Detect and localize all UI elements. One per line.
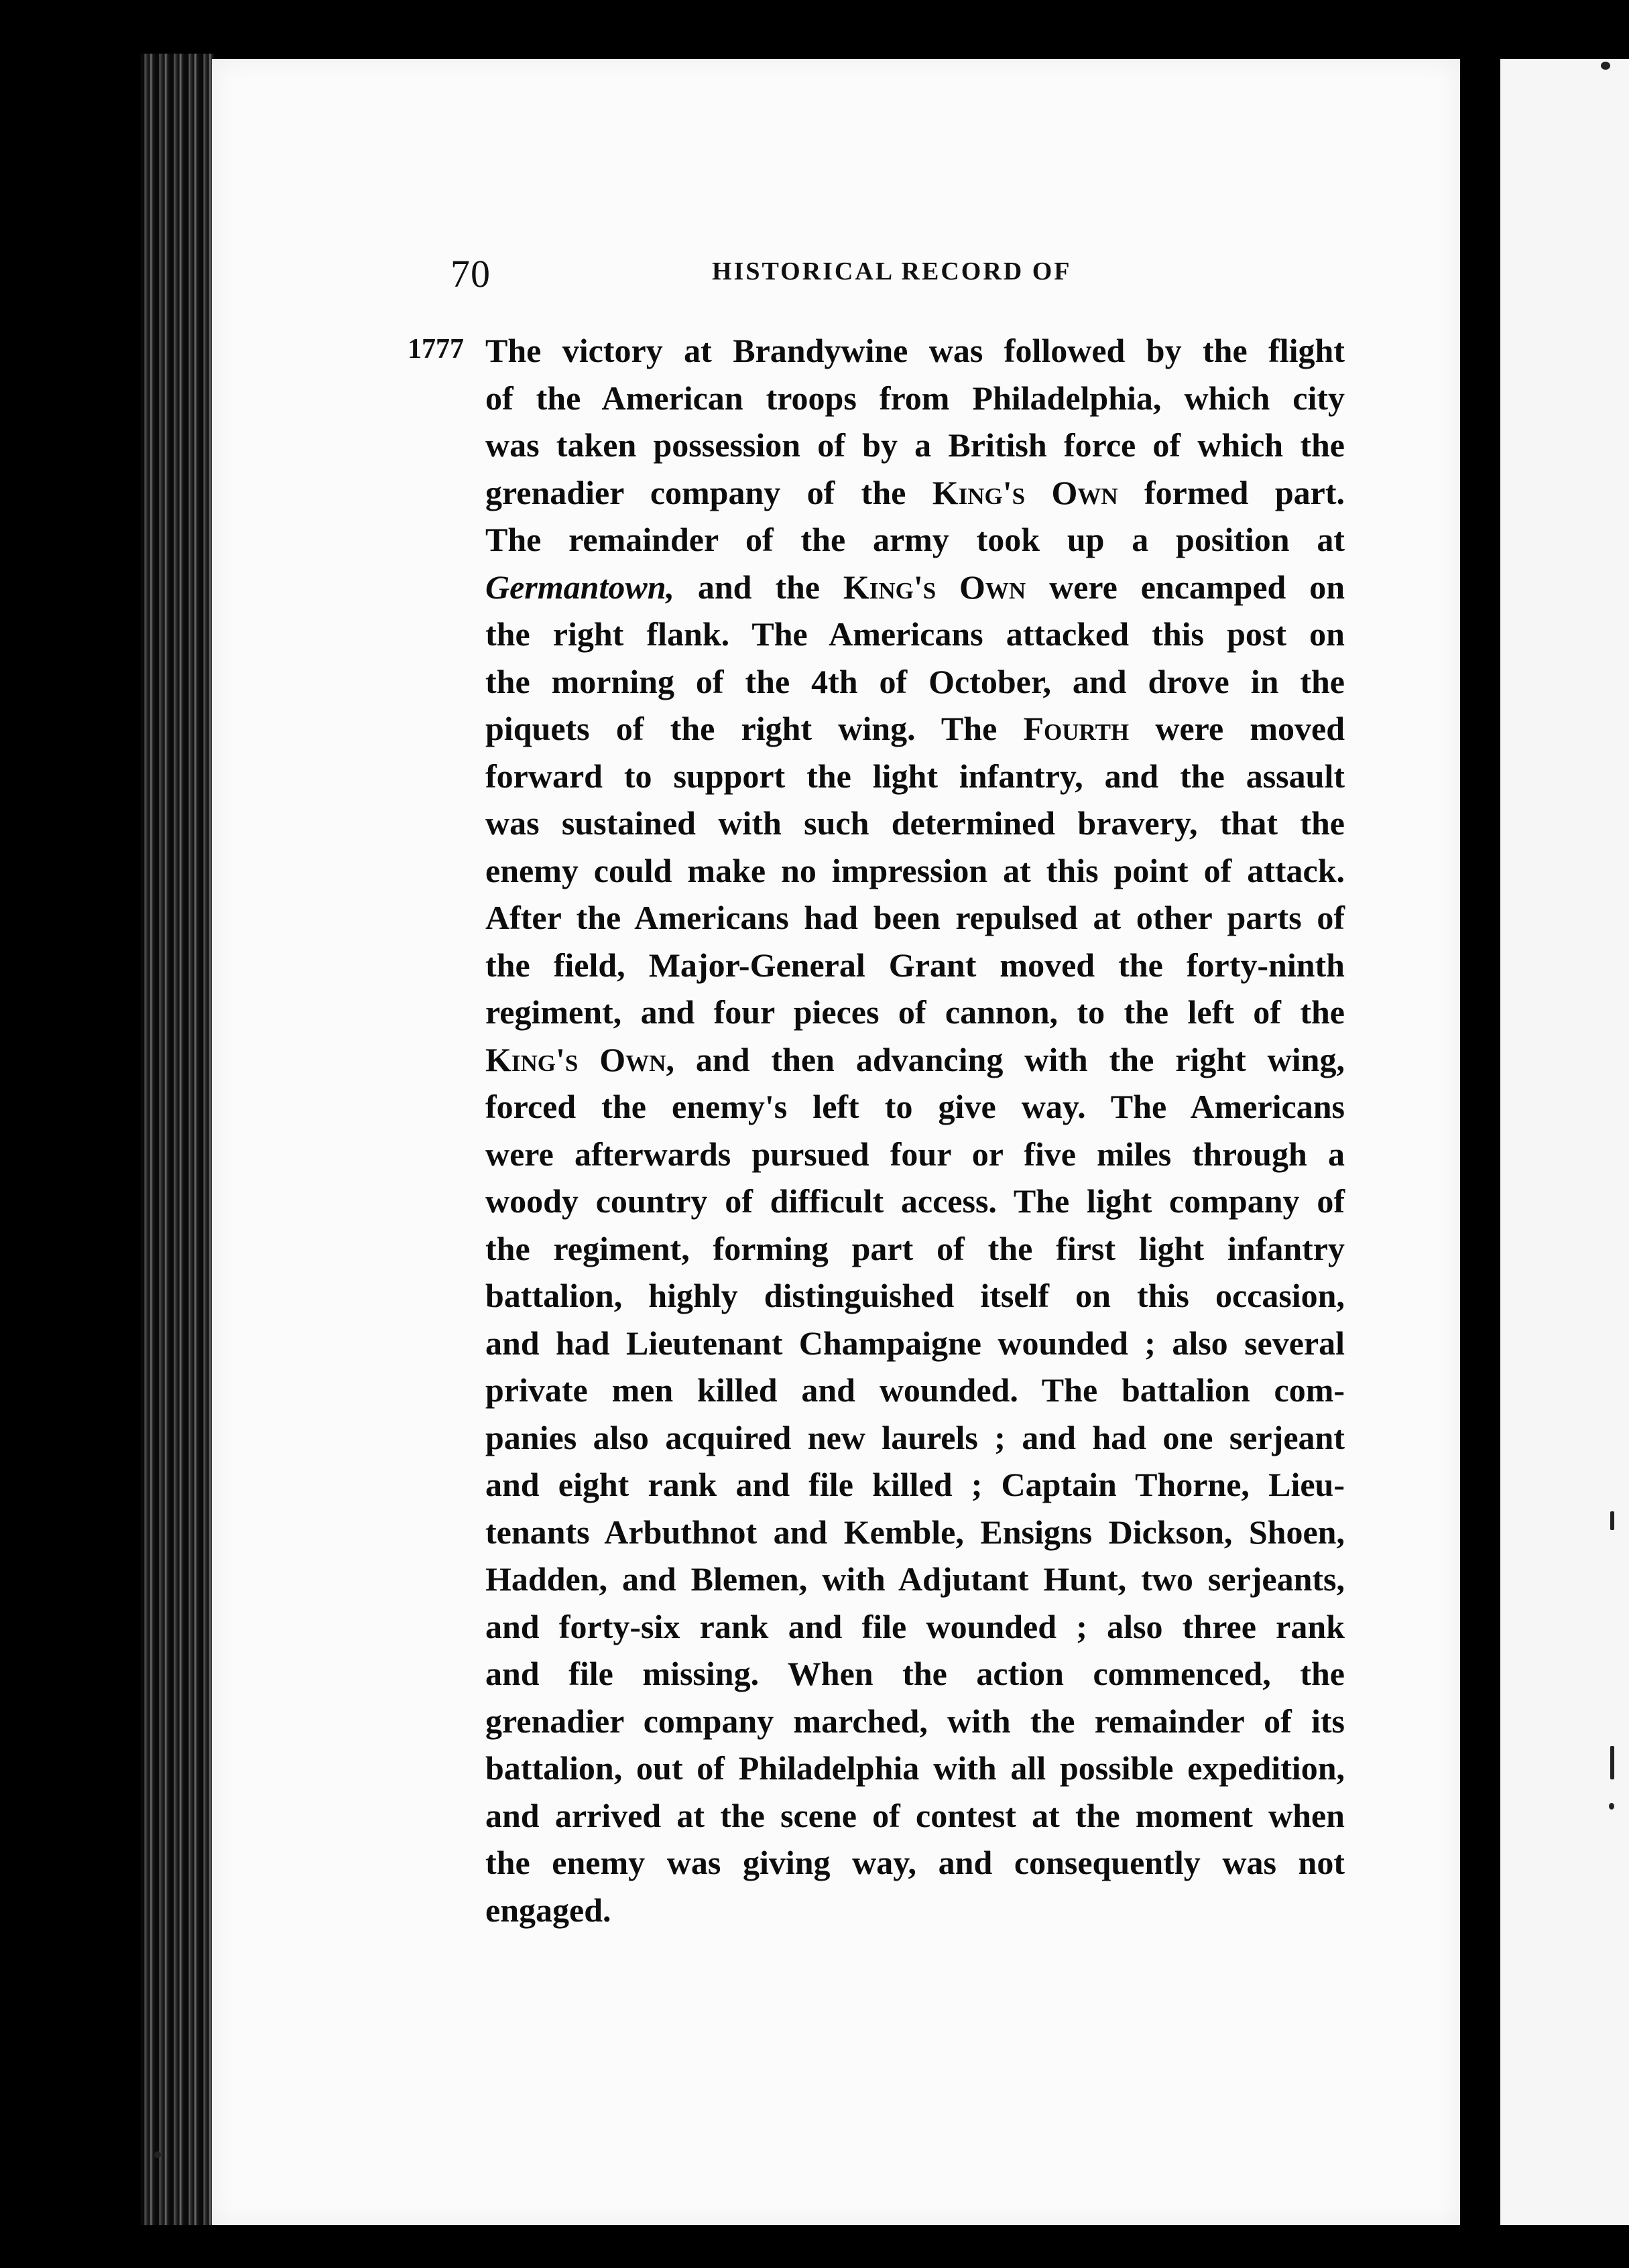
text-line: The remainder of the army took up a position at (485, 521, 1345, 558)
page-edge-striations (141, 54, 215, 2225)
text-line: and file missing. When the action commenced, the (485, 1655, 1345, 1692)
text-line: forced the enemy's left to give way. The Americans (485, 1088, 1345, 1125)
text-line: of the American troops from Philadelphia, which city (485, 379, 1345, 417)
scan-speck (1610, 1511, 1614, 1530)
text-line: and had Lieutenant Champaigne wounded ; also several (485, 1324, 1345, 1362)
text-run: piquets of the right wing. The (485, 710, 1024, 747)
place-name: Germantown, (485, 568, 675, 606)
text-line: regiment, and four pieces of cannon, to the left of the (485, 993, 1345, 1031)
text-line (485, 1036, 1345, 1084)
text-line: battalion, out of Philadelphia with all possible expedition, (485, 1749, 1345, 1787)
text-run: , and then advancing with the right wing, (666, 1040, 1345, 1078)
text-line: tenants Arbuthnot and Kemble, Ensigns Dickson, Shoen, (485, 1513, 1345, 1551)
text-line (485, 469, 1345, 517)
text-line: and forty-six rank and file wounded ; also three rank (485, 1607, 1345, 1645)
film-border-left (0, 0, 215, 2268)
text-line: the regiment, forming part of the first light infantry (485, 1229, 1345, 1267)
text-line: was sustained with such determined bravery, that the (485, 804, 1345, 842)
running-title: HISTORICAL RECORD OF (712, 257, 1072, 286)
text-line: the field, Major-General Grant moved the forty-ninth (485, 946, 1345, 984)
next-page-edge (1500, 59, 1629, 2225)
text-line: and arrived at the scene of contest at the moment when (485, 1796, 1345, 1834)
page-gutter (1460, 0, 1500, 2268)
text-line: and eight rank and file killed ; Captain Thorne, Lieu- (485, 1466, 1345, 1503)
text-line: was taken possession of by a British force of which the (485, 426, 1345, 464)
text-line: panies also acquired new laurels ; and had one serjeant (485, 1418, 1345, 1456)
scan-speck (154, 2151, 161, 2158)
regiment-name: Fourth (1023, 710, 1130, 747)
text-line (485, 564, 1345, 611)
text-line: the morning of the 4th of October, and drove in the (485, 662, 1345, 700)
scan-speck (1610, 1746, 1614, 1779)
text-line: the right flank. The Americans attacked this post on (485, 615, 1345, 653)
running-head (450, 251, 1121, 298)
margin-year: 1777 (408, 334, 464, 365)
text-line: the enemy was giving way, and consequently was not (485, 1844, 1345, 1881)
text-run: formed part. (1118, 473, 1345, 511)
body-paragraph (485, 327, 1345, 1934)
scan-speck (1609, 1803, 1614, 1810)
regiment-name: King's Own (843, 568, 1026, 606)
regiment-name: King's Own (485, 1040, 666, 1078)
text-line: The victory at Brandywine was followed by the flight (485, 332, 1345, 369)
page-number: 70 (450, 252, 491, 296)
text-line: battalion, highly distinguished itself on this occasion, (485, 1277, 1345, 1314)
text-run: grenadier company of the (485, 473, 932, 511)
text-line: forward to support the light infantry, and the assault (485, 757, 1345, 795)
text-line: engaged. (485, 1891, 611, 1929)
text-line (485, 705, 1345, 753)
text-line: Hadden, and Blemen, with Adjutant Hunt, two serjeants, (485, 1560, 1345, 1598)
text-run: were encamped on (1026, 568, 1345, 606)
text-line: woody country of difficult access. The light company of (485, 1182, 1345, 1220)
text-line: grenadier company marched, with the remainder of its (485, 1702, 1345, 1740)
text-line: were afterwards pursued four or five miles through a (485, 1135, 1345, 1173)
text-run: were moved (1129, 710, 1345, 747)
text-line: private men killed and wounded. The battalion com- (485, 1371, 1345, 1409)
text-line: After the Americans had been repulsed at other parts of (485, 899, 1345, 936)
regiment-name: King's Own (932, 473, 1118, 511)
text-run: and the (674, 568, 843, 606)
text-line: enemy could make no impression at this point of attack. (485, 851, 1345, 889)
scan-speck (1601, 62, 1610, 70)
